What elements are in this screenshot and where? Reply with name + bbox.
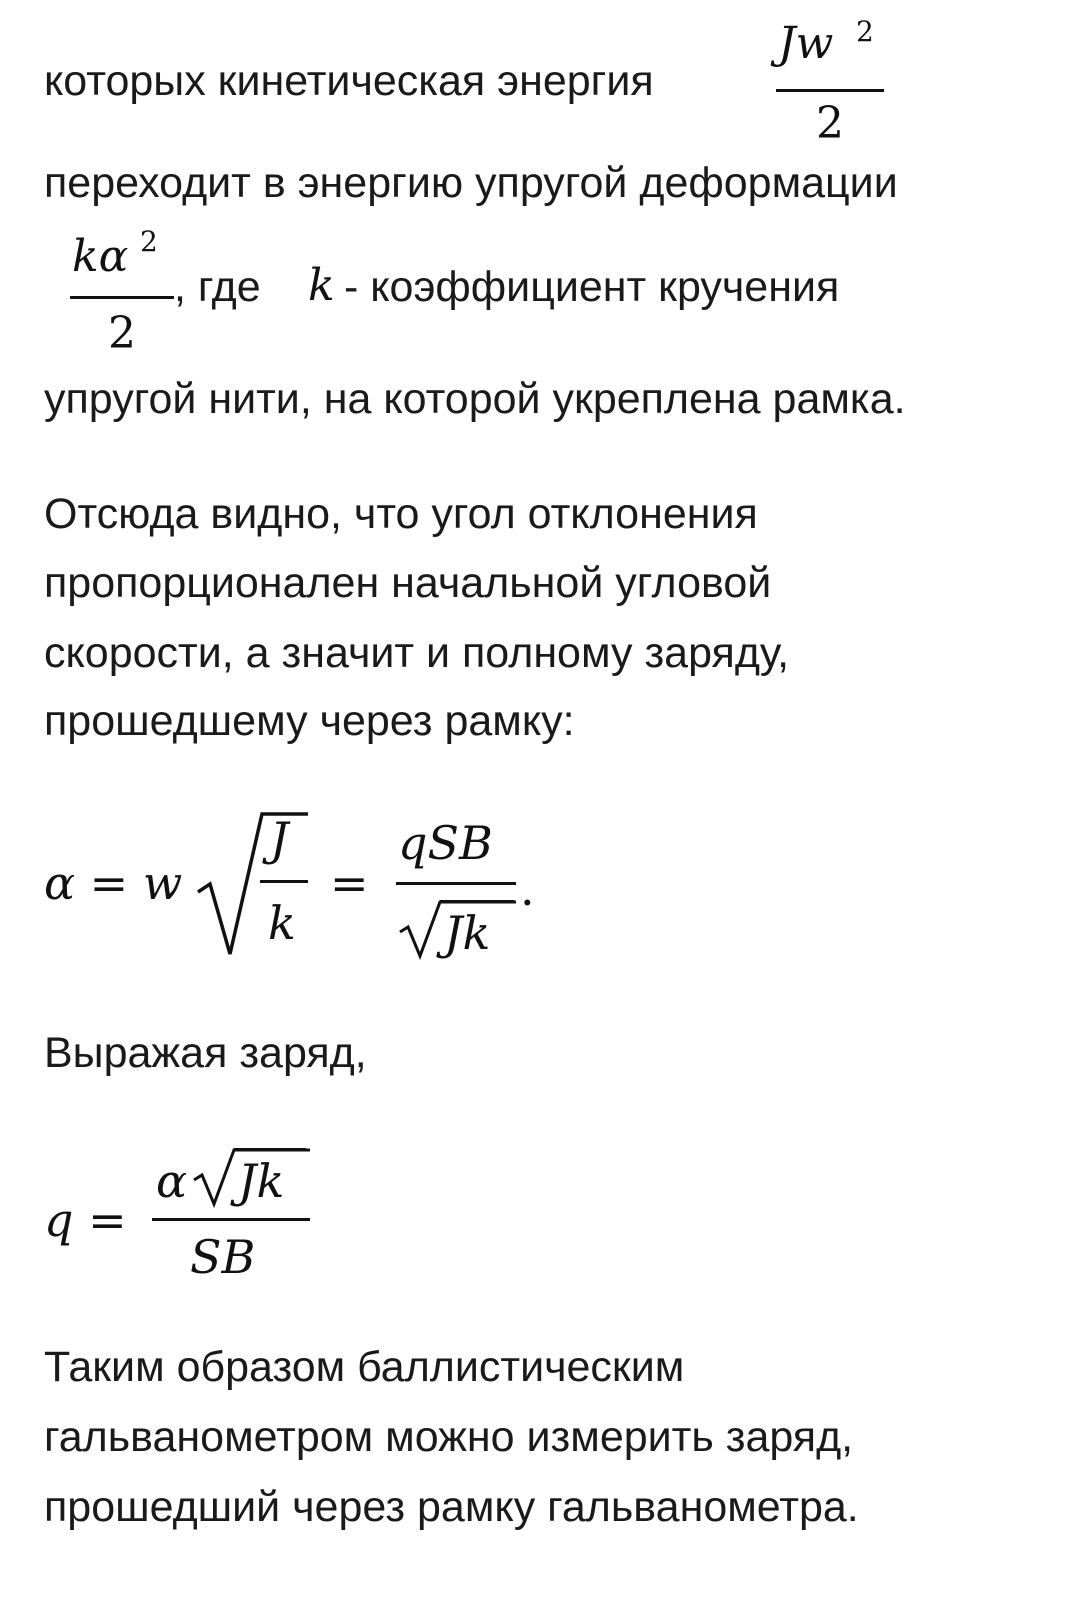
- text-line: Таким образом баллистическим: [44, 1343, 685, 1391]
- period: .: [520, 862, 535, 916]
- text-line: упругой нити, на которой укреплена рамка.: [44, 375, 906, 423]
- rhs-numerator: qSB: [398, 816, 493, 870]
- text-line: переходит в энергию упругой деформации: [44, 159, 898, 207]
- sqrt-overline: [234, 1148, 306, 1151]
- exponent: 2: [856, 15, 874, 48]
- numerator-root: Jk: [238, 1154, 285, 1208]
- sqrt-denominator: k: [268, 896, 296, 950]
- fraction-numerator: kα: [72, 231, 129, 282]
- fraction-bar: [396, 882, 516, 885]
- equals-sign: =: [330, 856, 369, 910]
- equation-lhs: α = w: [44, 856, 183, 910]
- sqrt-symbol: [192, 1146, 242, 1206]
- fraction-bar: [776, 89, 884, 92]
- sqrt-overline: [440, 900, 514, 903]
- sqrt-numerator: J: [270, 812, 289, 866]
- sqrt-symbol: [398, 898, 448, 958]
- text-line: прошедшему через рамку:: [44, 697, 575, 745]
- k-symbol: k: [308, 260, 335, 311]
- equation-lhs: q =: [44, 1193, 127, 1247]
- text-fragment: , где: [174, 263, 261, 311]
- rhs-denominator: Jk: [444, 906, 491, 960]
- fraction-denominator: 2: [108, 308, 136, 359]
- text-fragment: - коэффициент кручения: [344, 263, 840, 311]
- fraction-bar: [260, 880, 308, 883]
- text-line: Отсюда видно, что угол отклонения: [44, 490, 758, 538]
- fraction-numerator: Jw: [778, 18, 834, 69]
- exponent: 2: [140, 225, 158, 258]
- text-line: пропорционален начальной угловой: [44, 559, 772, 607]
- text-line: Выражая заряд,: [44, 1029, 367, 1077]
- fraction-denominator: 2: [816, 98, 844, 149]
- numerator-alpha: α: [156, 1154, 188, 1208]
- text-line: гальванометром можно измерить заряд,: [44, 1413, 854, 1461]
- text-line: прошедший через рамку гальванометра.: [44, 1483, 859, 1531]
- fraction-bar: [152, 1218, 310, 1221]
- text-line: которых кинетическая энергия: [44, 57, 654, 105]
- denominator: SB: [190, 1230, 256, 1284]
- fraction-bar: [70, 296, 174, 299]
- text-line: скорости, а значит и полному заряду,: [44, 629, 790, 677]
